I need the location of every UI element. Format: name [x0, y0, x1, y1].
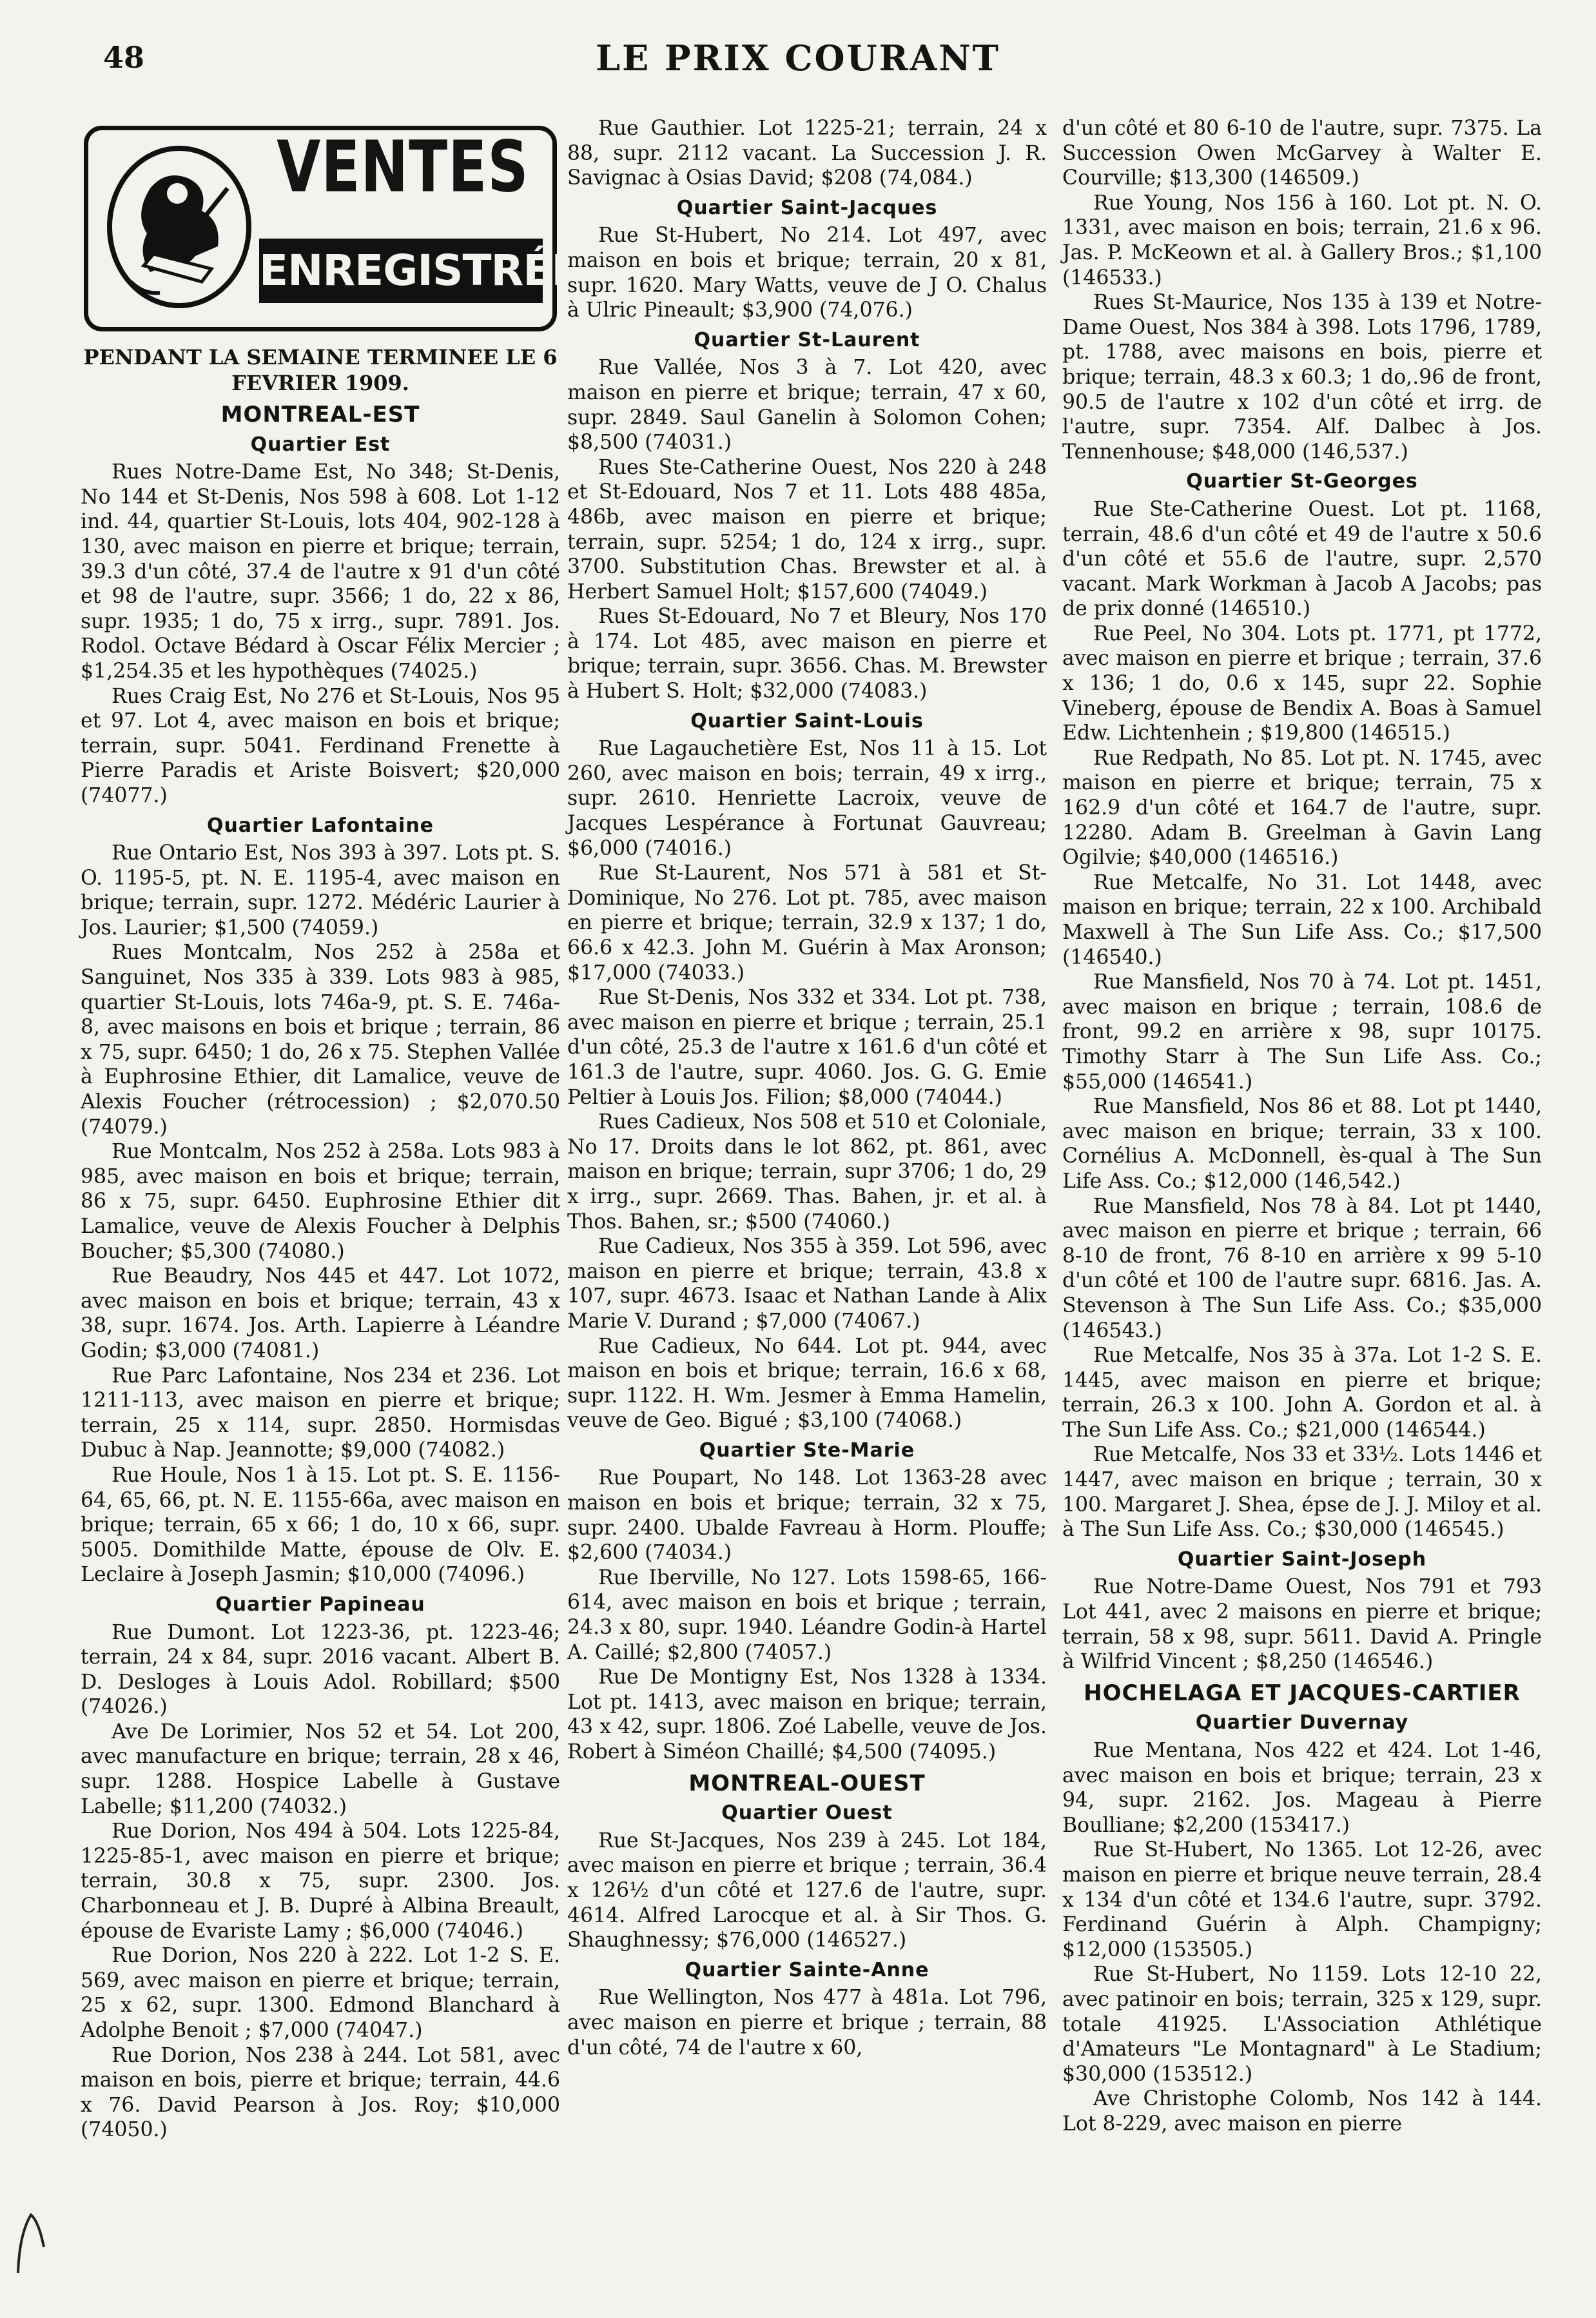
sale-entry: Rue St-Denis, Nos 332 et 334. Lot pt. 738, avec maison en pierre et brique ; terrain, 25.1 d'un côté, 25.3 de l'autre x 161.6 d'un côté et 161.3 de l'autre, supr. 4060. Jos. G. G. Emie Peltier à Louis Jos. Filion; $8,000 (74044.) [567, 986, 1047, 1109]
section-heading: Quartier Saint-Jacques [676, 196, 938, 219]
section-heading: Quartier Lafontaine [206, 814, 434, 837]
sale-entry: Rue Wellington, Nos 477 à 481a. Lot 796, avec maison en pierre et brique ; terrain, 88 d'un côté, 74 de l'autre x 60, [567, 1986, 1047, 2059]
sale-entry: Rues St-Edouard, No 7 et Bleury, Nos 170 à 174. Lot 485, avec maison en pierre et brique; terrain, supr. 3656. Chas. M. Brewster à Hubert S. Holt; $32,000 (74083.) [567, 605, 1047, 703]
sale-entry: Ave De Lorimier, Nos 52 et 54. Lot 200, avec manufacture en brique; terrain, 28 x 46, supr. 1288. Hospice Labelle à Gustave Labelle; $11,200 (74032.) [81, 1720, 560, 1818]
sale-entry: Rues St-Maurice, Nos 135 à 139 et Notre-Dame Ouest, Nos 384 à 398. Lots 1796, 1789, pt. 1788, avec maisons en bois, pierre et brique; terrain, 48.3 x 60.3; 1 do,.96 de front, 90.5 de l'autre x 102 d'un côté et irrg. de l'autre, supr. 7354. Alf. Dalbec à Jos. Tennenhouse; $48,000 (146,537.) [1062, 291, 1542, 464]
sale-entry-continued: d'un côté et 80 6-10 de l'autre, supr. 7375. La Succession Owen McGarvey à Walter E. Courville; $13,300 (146509.) [1062, 117, 1542, 190]
sale-entry: Rue Mansfield, Nos 78 à 84. Lot pt 1440, avec maison en pierre et brique ; terrain, 66 8-10 de front, 76 8-10 en arrière x 99 5-10 d'un côté et 100 de l'autre supr. 6816. Jas. A. Stevenson à The Sun Life Ass. Co.; $35,000 (146543.) [1062, 1194, 1542, 1342]
logo-word-enregistrees: ENREGISTRÉES [259, 239, 543, 303]
sale-entry: Rue Montcalm, Nos 252 à 258a. Lots 983 à 985, avec maison en bois et brique; terrain, 86 x 75, supr. 6450. Euphrosine Ethier dit Lamalice, veuve de Alexis Foucher à Delphis Boucher; $5,300 (74080.) [81, 1140, 560, 1263]
clerk-writing-illustration-icon [105, 143, 253, 311]
region-heading: MONTREAL-OUEST [688, 1770, 926, 1796]
section-heading: Quartier Sainte-Anne [685, 1958, 929, 1981]
sale-entry: Rue Metcalfe, No 31. Lot 1448, avec maison en brique; terrain, 22 x 100. Archibald Maxwell à The Sun Life Ass. Co.; $17,500 (146540.) [1062, 870, 1542, 969]
sale-entry: Rue Vallée, Nos 3 à 7. Lot 420, avec maison en pierre et brique; terrain, 47 x 60, supr. 2849. Saul Ganelin à Solomon Cohen; $8,500 (74031.) [567, 356, 1047, 455]
logo-word-ventes: VENTES [277, 124, 529, 208]
sale-entry: Ave Christophe Colomb, Nos 142 à 144. Lot 8-229, avec maison en pierre [1062, 2087, 1542, 2136]
sale-entry: Rue Redpath, No 85. Lot pt. N. 1745, avec maison en pierre et brique; terrain, 75 x 162.9 d'un côté et 164.7 de l'autre, supr. 12280. Adam B. Greelman à Gavin Lang Ogilvie; $40,000 (146516.) [1062, 746, 1542, 870]
sale-entry: Rues Craig Est, No 276 et St-Louis, Nos 95 et 97. Lot 4, avec maison en bois et brique; terrain, supr. 5041. Ferdinand Frenette à Pierre Paradis et Ariste Boisvert; $20,000 (74077.) [81, 684, 560, 807]
section-heading: Quartier Papineau [215, 1593, 425, 1616]
sale-entry: Rue Young, Nos 156 à 160. Lot pt. N. O. 1331, avec maison en bois; terrain, 21.6 x 96. Jas. P. McKeown et al. à Gallery Bros.; $1,100 (146533.) [1062, 191, 1542, 290]
sale-entry: Rue Gauthier. Lot 1225-21; terrain, 24 x 88, supr. 2112 vacant. La Succession J. R. Savignac à Osias David; $208 (74,084.) [567, 117, 1047, 190]
section-heading: Quartier Saint-Louis [690, 709, 924, 732]
sale-entry: Rue Mentana, Nos 422 et 424. Lot 1-46, avec maison en bois et brique; terrain, 23 x 94, supr. 2162. Jos. Mageau à Pierre Boulliane; $2,200 (153417.) [1062, 1739, 1542, 1837]
sale-entry: Rue Beaudry, Nos 445 et 447. Lot 1072, avec maison en bois et brique; terrain, 43 x 38, supr. 1674. Jos. Arth. Lapierre à Léandre Godin; $3,000 (74081.) [81, 1264, 560, 1362]
sale-entry: Rue Cadieux, No 644. Lot pt. 944, avec maison en bois et brique; terrain, 16.6 x 68, supr. 1122. H. Wm. Jesmer à Emma Hamelin, veuve de Geo. Bigué ; $3,100 (74068.) [567, 1334, 1047, 1433]
sale-entry: Rue Ontario Est, Nos 393 à 397. Lots pt. S. O. 1195-5, pt. N. E. 1195-4, avec maison en brique; terrain, supr. 1272. Médéric Laurier à Jos. Laurier; $1,500 (74059.) [81, 841, 560, 939]
column-3 [1062, 116, 1542, 2137]
sale-entry: Rues Notre-Dame Est, No 348; St-Denis, No 144 et St-Denis, Nos 598 à 608. Lot 1-12 ind. 44, quartier St-Louis, lots 404, 902-128 à 130, avec maison en pierre et brique; terrain, 39.3 d'un côté, 37.4 de l'autre x 91 d'un côté et 98 de l'autre, supr. 3566; 1 do, 22 x 86, supr. 1935; 1 do, 75 x irrg., supr. 7891. Jos. Rodol. Octave Bédard à Oscar Félix Mercier ; $1,254.35 et les hypothèques (74025.) [81, 460, 560, 683]
region-heading: HOCHELAGA ET JACQUES-CARTIER [1084, 1680, 1521, 1706]
sale-entry: Rue Ste-Catherine Ouest. Lot pt. 1168, terrain, 48.6 d'un côté et 49 de l'autre x 50.6 d'un côté et 55.6 de l'autre, supr. 2,570 vacant. Mark Workman à Jacob A Jacobs; pas de prix donné (146510.) [1062, 497, 1542, 621]
sale-entry: Rues Montcalm, Nos 252 à 258a et Sanguinet, Nos 335 à 339. Lots 983 à 985, quartier St-Louis, lots 746a-9, pt. S. E. 746a-8, avec maisons en bois et brique ; terrain, 86 x 75, supr. 6450; 1 do, 26 x 75. Stephen Vallée à Euphrosine Ethier, dit Lamalice, veuve de Alexis Foucher (rétrocession) ; $2,070.50 (74079.) [81, 941, 560, 1139]
sale-entry: Rue Notre-Dame Ouest, Nos 791 et 793 Lot 441, avec 2 maisons en pierre et brique; terrain, 58 x 98, supr. 5611. David A. Pringle à Wilfrid Vincent ; $8,250 (146546.) [1062, 1575, 1542, 1674]
sale-entry: Rue St-Hubert, No 1365. Lot 12-26, avec maison en pierre et brique neuve terrain, 28.4 x 134 d'un côté et 134.6 l'autre, supr. 3792. Ferdinand Guérin à Alph. Champigny; $12,000 (153505.) [1062, 1838, 1542, 1961]
sale-entry: Rue Mansfield, Nos 86 et 88. Lot pt 1440, avec maison en brique; terrain, 33 x 100. Cornélius A. McDonnell, ès-qual à The Sun Life Ass. Co.; $12,000 (146,542.) [1062, 1095, 1542, 1193]
section-heading: Quartier Saint-Joseph [1177, 1547, 1427, 1571]
margin-pencil-mark [13, 2208, 52, 2279]
sale-entry: Rues Cadieux, Nos 508 et 510 et Coloniale, No 17. Droits dans le lot 862, pt. 861, avec maison en brique; terrain, supr 3706; 1 do, 29 x irrg., supr. 2669. Thas. Bahen, jr. et al. à Thos. Bahen, sr.; $500 (74060.) [567, 1110, 1047, 1233]
journal-title: LE PRIX COURANT [596, 37, 1000, 79]
sale-entry: Rue Dorion, Nos 238 à 244. Lot 581, avec maison en bois, pierre et brique; terrain, 44.6 x 76. David Pearson à Jos. Roy; $10,000 (74050.) [81, 2043, 560, 2142]
ventes-enregistrees-logo [84, 124, 610, 331]
sale-entry: Rue Parc Lafontaine, Nos 234 et 236. Lot 1211-113, avec maison en pierre et brique; terrain, 25 x 114, supr. 2850. Hormisdas Dubuc à Nap. Jeannotte; $9,000 (74082.) [81, 1364, 560, 1462]
column-2 [567, 116, 1047, 2060]
section-heading: Quartier St-Laurent [694, 328, 920, 351]
sale-entry: Rue Dorion, Nos 220 à 222. Lot 1-2 S. E. 569, avec maison en pierre et brique; terrain, 25 x 62, supr. 1300. Edmond Blanchard à Adolphe Benoit ; $7,000 (74047.) [81, 1944, 560, 2042]
sale-entry: Rue Cadieux, Nos 355 à 359. Lot 596, avec maison en pierre et brique; terrain, 43.8 x 107, supr. 4673. Isaac et Nathan Lande à Alix Marie V. Durand ; $7,000 (74067.) [567, 1235, 1047, 1333]
sale-entry: Rue St-Laurent, Nos 571 à 581 et St-Dominique, No 276. Lot pt. 785, avec maison en pierre et brique; terrain, 32.9 x 137; 1 do, 66.6 x 42.3. John M. Guérin à Max Aronson; $17,000 (74033.) [567, 861, 1047, 985]
sale-entry: Rue Poupart, No 148. Lot 1363-28 avec maison en bois et brique; terrain, 32 x 75, supr. 2400. Ubalde Favreau à Horm. Plouffe; $2,600 (74034.) [567, 1466, 1047, 1565]
section-heading: Quartier Duvernay [1195, 1711, 1409, 1734]
column-1 [81, 124, 610, 2143]
sale-entry: Rue St-Hubert, No 1159. Lots 12-10 22, avec patinoir en bois; terrain, 325 x 129, supr. totale 41925. L'Association Athlétique d'Amateurs "Le Montagnard" à Le Stadium; $30,000 (153512.) [1062, 1963, 1542, 2086]
sale-entry: Rue Mansfield, Nos 70 à 74. Lot pt. 1451, avec maison en brique ; terrain, 108.6 de front, 99.2 en arrière x 98, supr 10175. Timothy Starr à The Sun Life Ass. Co.; $55,000 (146541.) [1062, 970, 1542, 1094]
page-number: 48 [103, 40, 145, 75]
sale-entry: Rue Metcalfe, Nos 33 et 33½. Lots 1446 et 1447, avec maison en brique ; terrain, 30 x 100. Margaret J. Shea, épse de J. J. Miloy et al. à The Sun Life Ass. Co.; $30,000 (146545.) [1062, 1443, 1542, 1542]
week-heading: PENDANT LA SEMAINE TERMINEE LE 6 FEVRIER 1909. [83, 345, 558, 395]
sale-entry: Rue St-Jacques, Nos 239 à 245. Lot 184, avec maison en pierre et brique ; terrain, 36.4 x 126½ d'un côté et 127.6 de l'autre, supr. 4614. Alfred Larocque et al. à Sir Thos. G. Shaughnessy; $76,000 (146527.) [567, 1829, 1047, 1952]
sale-entry: Rue Dumont. Lot 1223-36, pt. 1223-46; terrain, 24 x 84, supr. 2016 vacant. Albert B. D. Desloges à Louis Adol. Robillard; $500 (74026.) [81, 1620, 560, 1719]
section-heading: Quartier Ouest [721, 1802, 893, 1825]
sale-entry: Rue Dorion, Nos 494 à 504. Lots 1225-84, 1225-85-1, avec maison en pierre et brique; terrain, 30.8 x 75, supr. 2300. Jos. Charbonneau et J. B. Dupré à Albina Breault, épouse de Evariste Lamy ; $6,000 (74046.) [81, 1820, 560, 1943]
region-heading: MONTREAL-EST [220, 402, 420, 427]
sale-entry: Rues Ste-Catherine Ouest, Nos 220 à 248 et St-Edouard, Nos 7 et 11. Lots 488 485a, 486b, avec maison en pierre et brique; terrain, supr. 5254; 1 do, 124 x irrg., supr. 3700. Substitution Chas. Brewster et al. à Herbert Samuel Holt; $157,600 (74049.) [567, 455, 1047, 604]
sale-entry: Rue Metcalfe, Nos 35 à 37a. Lot 1-2 S. E. 1445, avec maison en pierre et brique; terrain, 26.3 x 100. John A. Gordon et al. à The Sun Life Ass. Co.; $21,000 (146544.) [1062, 1344, 1542, 1442]
section-heading: Quartier Ste-Marie [699, 1439, 915, 1462]
section-heading: Quartier Est [250, 433, 391, 456]
sale-entry: Rue St-Hubert, No 214. Lot 497, avec maison en bois et brique; terrain, 20 x 81, supr. 1620. Mary Watts, veuve de J O. Chalus à Ulric Pineault; $3,900 (74,076.) [567, 224, 1047, 322]
page-header [0, 0, 1596, 84]
sale-entry: Rue Peel, No 304. Lots pt. 1771, pt 1772, avec maison en pierre et brique ; terrain, 37.6 x 136; 1 do, 0.6 x 145, supr 22. Sophie Vineberg, épouse de Bendix A. Boas à Samuel Edw. Lichtenhein ; $19,800 (146515.) [1062, 622, 1542, 745]
sale-entry: Rue De Montigny Est, Nos 1328 à 1334. Lot pt. 1413, avec maison en brique; terrain, 43 x 42, supr. 1806. Zoé Labelle, veuve de Jos. Robert à Siméon Chaillé; $4,500 (74095.) [567, 1665, 1047, 1763]
sale-entry: Rue Lagauchetière Est, Nos 11 à 15. Lot 260, avec maison en bois; terrain, 49 x irrg., supr. 2610. Henriette Lacroix, veuve de Jacques Lespérance à Fortunat Gauvreau; $6,000 (74016.) [567, 737, 1047, 860]
sale-entry: Rue Iberville, No 127. Lots 1598-65, 166-614, avec maison en bois et brique ; terrain, 24.3 x 80, supr. 1940. Léandre Godin-à Hartel A. Caillé; $2,800 (74057.) [567, 1566, 1047, 1664]
sale-entry: Rue Houle, Nos 1 à 15. Lot pt. S. E. 1156-64, 65, 66, pt. N. E. 1155-66a, avec maison en brique; terrain, 65 x 66; 1 do, 10 x 66, supr. 5005. Domithilde Matte, épouse de Olv. E. Leclaire à Joseph Jasmin; $10,000 (74096.) [81, 1463, 560, 1587]
section-heading: Quartier St-Georges [1186, 470, 1418, 493]
